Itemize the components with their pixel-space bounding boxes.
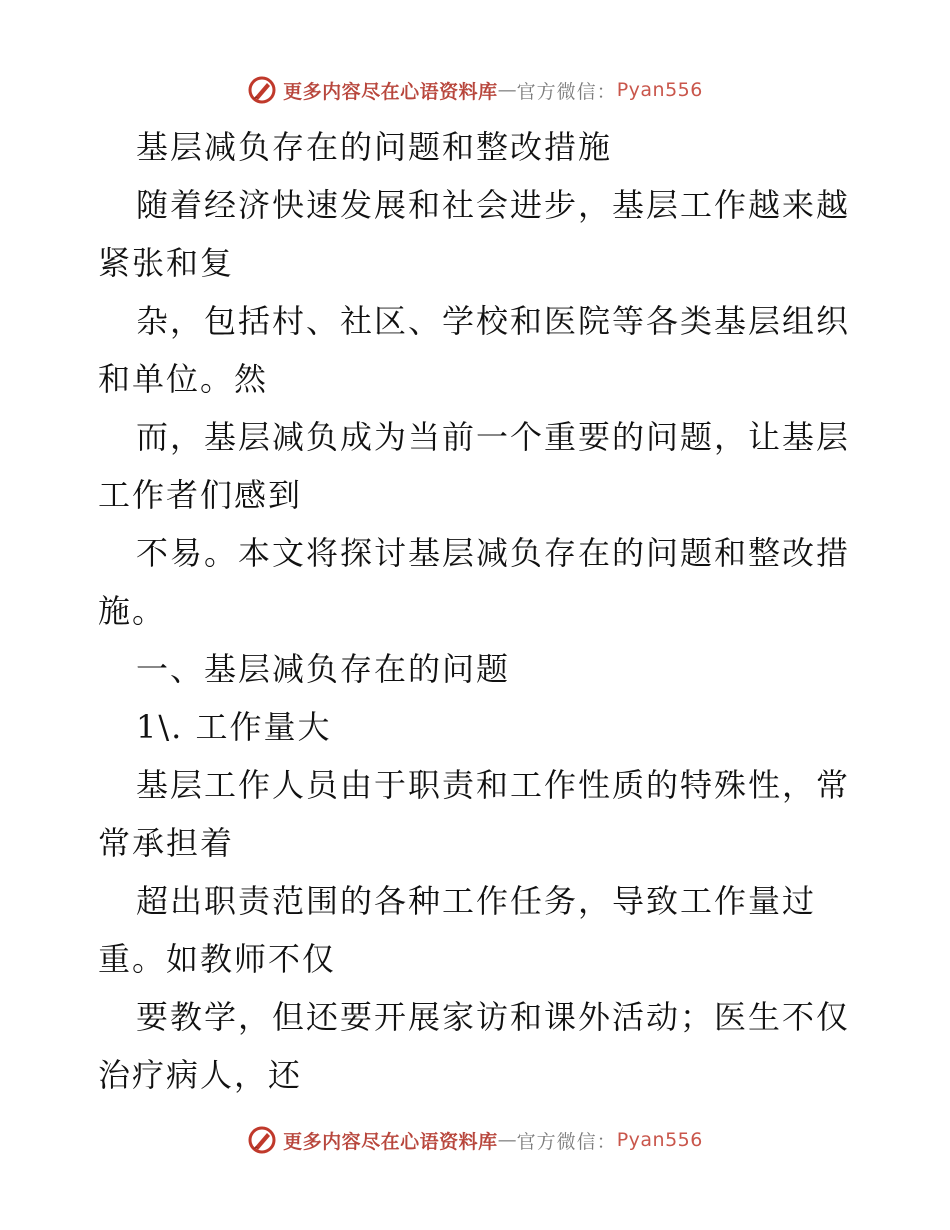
banner-sub-text: 官方微信：	[516, 1130, 617, 1153]
banner-wechat-id: Pyan556	[616, 1129, 703, 1151]
pen-logo-icon	[247, 1125, 277, 1155]
intro-paragraph-4: 不易。本文将探讨基层减负存在的问题和整改措施。	[98, 534, 851, 630]
banner-dash: —	[497, 79, 517, 101]
banner-sub-text: 官方微信：	[516, 80, 617, 103]
pen-logo-icon	[247, 75, 277, 105]
footer-watermark-banner	[0, 1120, 950, 1160]
intro-paragraph-1: 随着经济快速发展和社会进步，基层工作越来越紧张和复	[98, 186, 851, 282]
body-paragraph-2: 超出职责范围的各种工作任务，导致工作量过重。如教师不仅	[98, 882, 817, 978]
header-watermark-banner	[0, 70, 950, 110]
banner-brand-text: 更多内容尽在心语资料库	[283, 1130, 498, 1153]
intro-paragraph-3: 而，基层减负成为当前一个重要的问题，让基层工作者们感到	[98, 418, 851, 514]
sub-heading: 1\. 工作量大	[136, 708, 332, 746]
intro-paragraph-2: 杂，包括村、社区、学校和医院等各类基层组织和单位。然	[98, 302, 851, 398]
banner-brand-text: 更多内容尽在心语资料库	[283, 80, 498, 103]
body-paragraph-3: 要教学，但还要开展家访和课外活动；医生不仅治疗病人，还	[98, 998, 851, 1094]
document-body	[98, 118, 858, 1104]
banner-dash: —	[497, 1129, 517, 1151]
document-title: 基层减负存在的问题和整改措施	[136, 128, 613, 166]
banner-wechat-id: Pyan556	[616, 79, 703, 101]
section-heading: 一、基层减负存在的问题	[136, 650, 511, 688]
body-paragraph-1: 基层工作人员由于职责和工作性质的特殊性，常常承担着	[98, 766, 851, 862]
